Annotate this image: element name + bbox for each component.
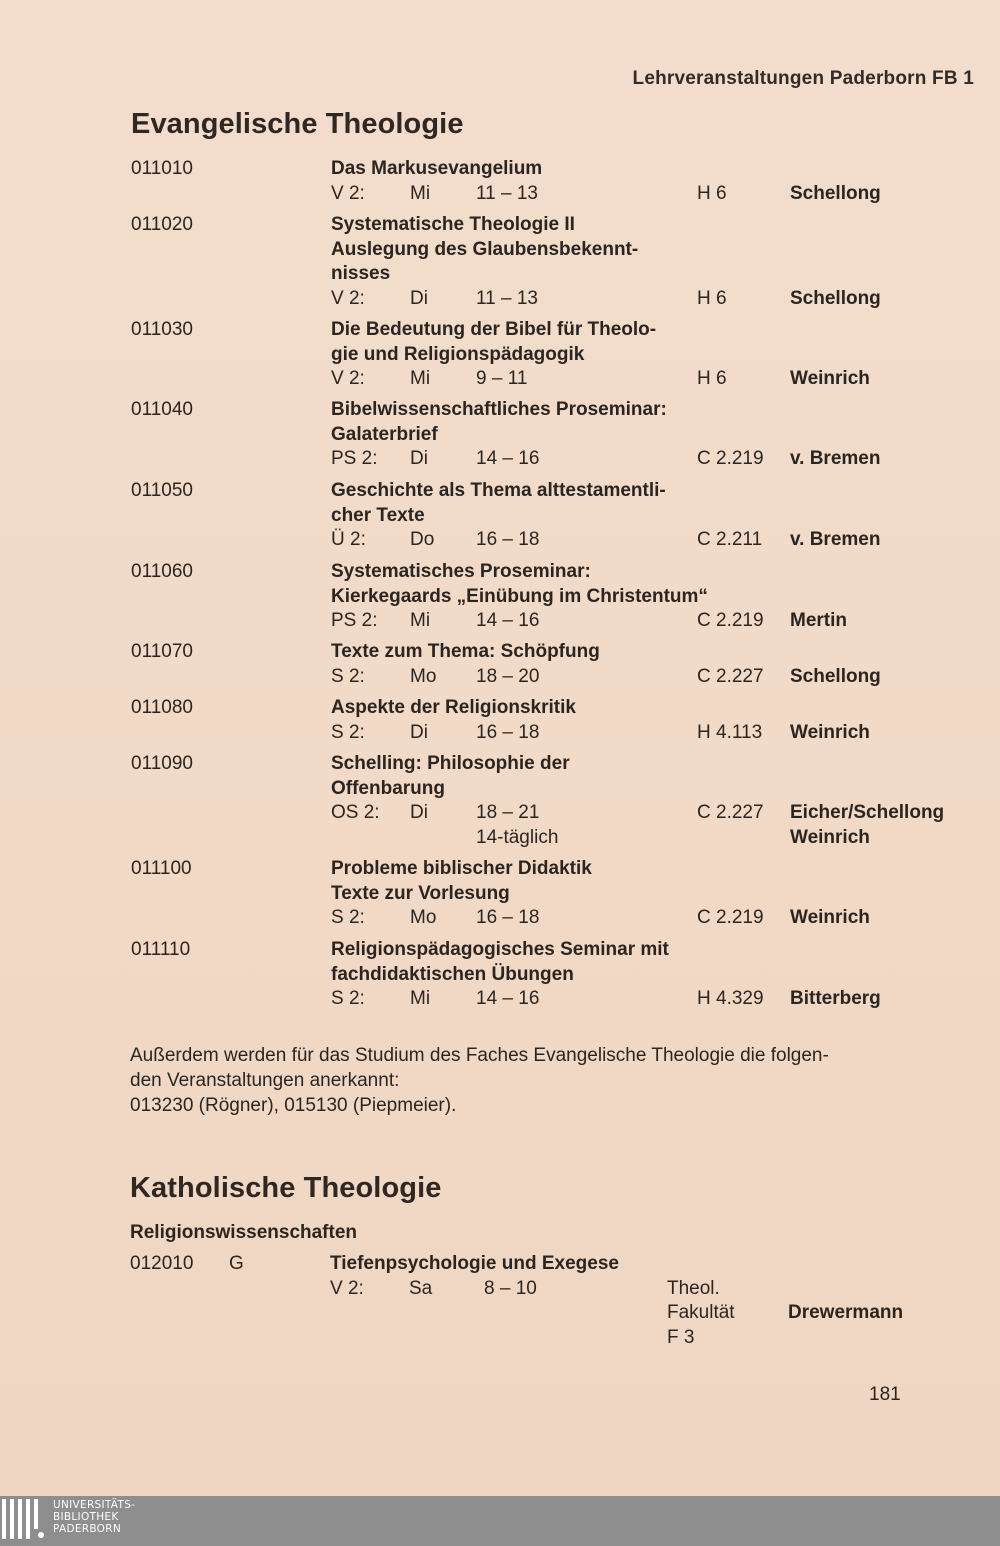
course-day: Do (410, 529, 435, 550)
section-subtitle: Religionswissenschaften (130, 1222, 358, 1243)
course-type: PS 2: (331, 448, 378, 469)
course-day: Mi (410, 368, 431, 389)
course-lecturer: Eicher/Schellong (790, 802, 945, 823)
section-title-evangelisch: Evangelische Theologie (131, 108, 464, 140)
course-title-line: Schelling: Philosophie der (331, 753, 570, 774)
course-type: V 2: (330, 1278, 364, 1299)
course-day: Di (410, 448, 428, 469)
course-type: S 2: (331, 907, 365, 928)
course-room: H 6 (697, 183, 727, 204)
course-time-note: 14-täglich (476, 827, 559, 848)
course-number: 012010 (130, 1253, 194, 1274)
course-room: C 2.227 (697, 666, 764, 687)
course-lecturer: Weinrich (790, 368, 870, 389)
course-time: 16 – 18 (476, 907, 540, 928)
course-title-line: Systematische Theologie II (331, 214, 575, 235)
course-number: 011040 (131, 399, 193, 420)
course-time: 11 – 13 (476, 183, 538, 204)
course-time: 16 – 18 (476, 529, 540, 550)
running-head: Lehrveranstaltungen Paderborn FB 1 (632, 68, 974, 89)
course-room: C 2.219 (697, 448, 764, 469)
course-marker: G (229, 1253, 244, 1274)
course-lecturer: Schellong (790, 666, 881, 687)
course-title-line: gie und Religionspädagogik (331, 344, 585, 365)
course-time: 14 – 16 (476, 610, 540, 631)
course-lecturer: Weinrich (790, 907, 870, 928)
course-lecturer: v. Bremen (790, 448, 881, 469)
course-day: Di (410, 288, 428, 309)
course-type: V 2: (331, 368, 365, 389)
course-room: C 2.219 (697, 907, 764, 928)
course-lecturer: Weinrich (790, 722, 870, 743)
course-title-line: Das Markusevangelium (331, 158, 543, 179)
course-title-line: cher Texte (331, 505, 425, 526)
course-lecturer: Bitterberg (790, 988, 881, 1009)
course-title-line: Auslegung des Glaubensbekennt- (331, 239, 639, 260)
course-type: S 2: (331, 722, 365, 743)
course-time: 14 – 16 (476, 988, 540, 1009)
section-title-katholisch: Katholische Theologie (130, 1172, 442, 1204)
course-title-line: Geschichte als Thema alttestamentli- (331, 480, 666, 501)
course-room: H 6 (697, 368, 727, 389)
course-room-line-2: Fakultät (667, 1302, 735, 1323)
library-logo-text (53, 1499, 135, 1535)
course-number: 011060 (131, 561, 193, 582)
course-number: 011100 (131, 858, 192, 879)
course-day: Di (410, 802, 428, 823)
logo-line-1: UNIVERSITÄTS- (53, 1499, 136, 1511)
course-room-line-3: F 3 (667, 1327, 695, 1348)
course-day: Mi (410, 988, 431, 1009)
course-title-line: fachdidaktischen Übungen (331, 964, 574, 985)
course-title-line: Systematisches Proseminar: (331, 561, 591, 582)
course-number: 011050 (131, 480, 193, 501)
course-title-line: Bibelwissenschaftliches Proseminar: (331, 399, 667, 420)
course-type: OS 2: (331, 802, 380, 823)
course-time: 16 – 18 (476, 722, 540, 743)
course-number: 011080 (131, 697, 193, 718)
course-number: 011010 (131, 158, 193, 179)
course-number: 011070 (131, 641, 193, 662)
course-time: 9 – 11 (476, 368, 528, 389)
course-day: Mo (410, 907, 437, 928)
course-day: Di (410, 722, 428, 743)
course-title-line: Probleme biblischer Didaktik (331, 858, 592, 879)
course-room: C 2.219 (697, 610, 764, 631)
course-type: S 2: (331, 666, 365, 687)
course-title-line: nisses (331, 263, 391, 284)
course-time: 18 – 20 (476, 666, 540, 687)
library-footer-bar (0, 1496, 1000, 1546)
course-number: 011110 (131, 939, 191, 960)
course-title-line: Texte zur Vorlesung (331, 883, 510, 904)
course-number: 011030 (131, 319, 193, 340)
course-title-line: Offenbarung (331, 778, 445, 799)
course-lecturer: Drewermann (788, 1302, 904, 1323)
course-type: PS 2: (331, 610, 378, 631)
course-title-line: Kierkegaards „Einübung im Christentum“ (331, 586, 708, 607)
course-type: S 2: (331, 988, 365, 1009)
course-lecturer-2: Weinrich (790, 827, 870, 848)
note-line-2: den Veranstaltungen anerkannt: (130, 1070, 400, 1091)
course-time: 11 – 13 (476, 288, 538, 309)
course-lecturer: Schellong (790, 183, 881, 204)
course-title-line: Religionspädagogisches Seminar mit (331, 939, 669, 960)
note-line-1: Außerdem werden für das Studium des Faches Evangelische Theologie die folgen- (130, 1045, 829, 1066)
course-lecturer: v. Bremen (790, 529, 881, 550)
course-title-line: Galaterbrief (331, 424, 438, 445)
course-room-line-1: Theol. (667, 1278, 720, 1299)
course-time: 8 – 10 (484, 1278, 537, 1299)
note-line-3: 013230 (Rögner), 015130 (Piepmeier). (130, 1095, 457, 1116)
logo-line-3: PADERBORN (53, 1523, 121, 1535)
course-type: V 2: (331, 183, 365, 204)
library-logo-icon (0, 1496, 48, 1546)
course-title: Tiefenpsychologie und Exegese (330, 1253, 619, 1274)
course-room: C 2.227 (697, 802, 764, 823)
course-lecturer: Mertin (790, 610, 847, 631)
course-room: H 4.329 (697, 988, 764, 1009)
course-time: 18 – 21 (476, 802, 540, 823)
course-number: 011090 (131, 753, 193, 774)
course-lecturer: Schellong (790, 288, 881, 309)
course-number: 011020 (131, 214, 193, 235)
course-type: Ü 2: (331, 529, 366, 550)
course-day: Mi (410, 610, 431, 631)
course-room: H 4.113 (697, 722, 763, 743)
course-type: V 2: (331, 288, 365, 309)
course-room: C 2.211 (697, 529, 763, 550)
course-day: Mi (410, 183, 431, 204)
course-time: 14 – 16 (476, 448, 540, 469)
course-title-line: Texte zum Thema: Schöpfung (331, 641, 600, 662)
course-day: Mo (410, 666, 437, 687)
course-day: Sa (409, 1278, 433, 1299)
course-title-line: Aspekte der Religionskritik (331, 697, 576, 718)
page-number: 181 (869, 1384, 901, 1405)
logo-line-2: BIBLIOTHEK (53, 1511, 119, 1523)
course-title-line: Die Bedeutung der Bibel für Theolo- (331, 319, 657, 340)
course-room: H 6 (697, 288, 727, 309)
